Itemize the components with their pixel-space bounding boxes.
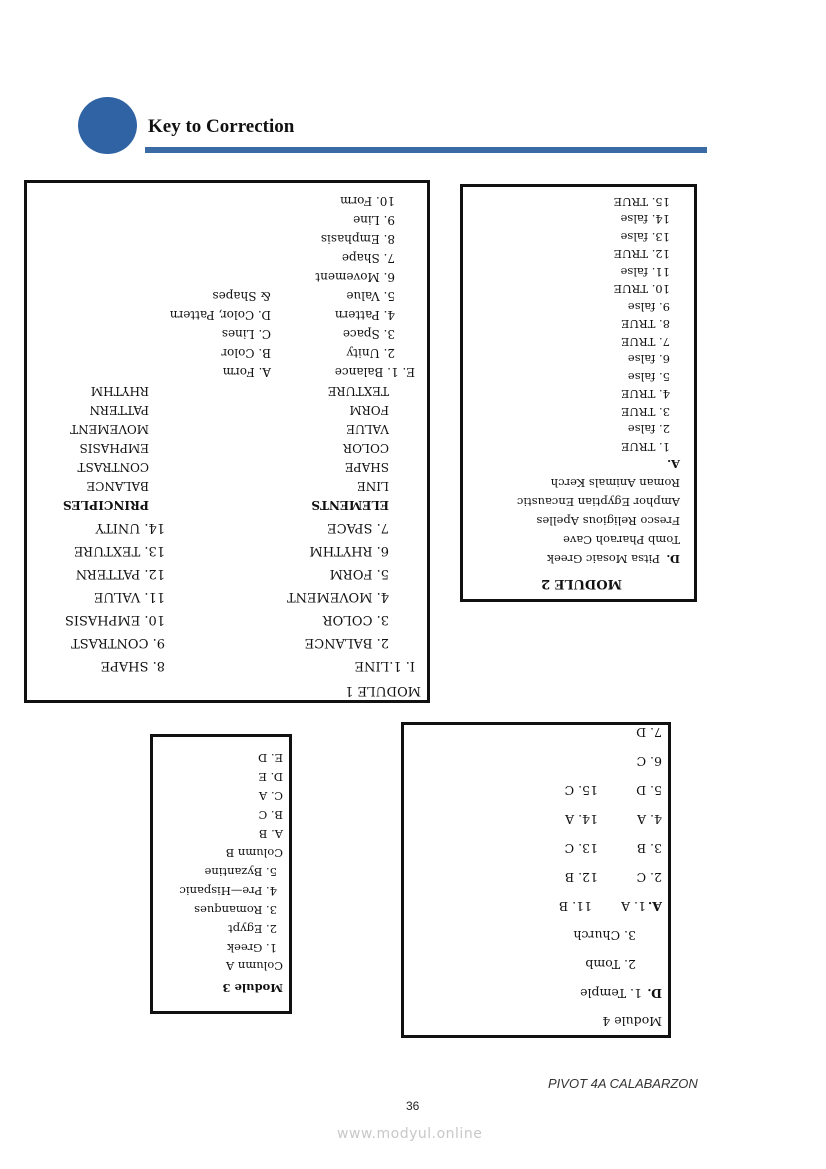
module-1-part-e-answer: A. Form: [222, 365, 271, 379]
module-1-part-e-answer: E. 1. Balance: [334, 365, 415, 379]
module-2-part-d-row: Fresco Religious Apelles: [536, 514, 680, 528]
module-4-part-d-item: 2. Tomb: [585, 957, 636, 972]
module-1-answer: 6. RHYTHM: [309, 543, 389, 558]
principle-item: CONTRAST: [77, 460, 149, 474]
module-2-answer: 9. false: [627, 300, 670, 314]
module-2-answer: 14. false: [620, 212, 670, 227]
module-2-answer: 5. false: [627, 370, 670, 384]
module-4-answer: 14. A: [565, 812, 598, 827]
page-title: Key to Correction: [148, 116, 295, 137]
principle-item: PATTERN: [89, 403, 149, 417]
element-item: FORM: [349, 403, 389, 417]
module-2-part-d-row: Tomb Pharaoh Cave: [563, 533, 680, 547]
module-1-answer: 14. UNITY: [95, 520, 165, 535]
element-item: VALUE: [346, 422, 389, 436]
module-3-column-b-item: E. D: [258, 751, 283, 765]
module-1-answer: 13. TEXTURE: [73, 543, 165, 558]
module-3-column-a-item: 5. Byzantine: [204, 865, 277, 879]
module-2-answer: 3. TRUE: [620, 405, 670, 419]
module-1-answer: 10. EMPHASIS: [64, 612, 165, 627]
column-b-label: Column B: [225, 846, 283, 860]
header-underline: [145, 147, 707, 153]
site-watermark: www.modyul.online: [337, 1126, 483, 1142]
module-2-answer: 4. TRUE: [620, 387, 670, 402]
page-number: 36: [406, 1099, 420, 1113]
module-4-answer: 11. B: [558, 899, 592, 914]
module-1-part-e-answer: C. Lines: [221, 327, 271, 341]
module-3-column-b-item: C. A: [258, 789, 283, 803]
module-1-title: MODULE 1: [345, 683, 421, 698]
column-a-label: Column A: [225, 959, 283, 973]
module-3-column-b-item: D. E: [258, 770, 283, 784]
module-3-title: Module 3: [222, 981, 283, 995]
module-4-answer: 6. C: [636, 754, 662, 769]
header-circle-badge: [78, 97, 137, 154]
module-2-answer: 6. false: [627, 352, 670, 367]
element-item: SHAPE: [344, 460, 389, 474]
module-3-column-b-item: B. C: [258, 808, 283, 822]
module-1-answer: 9. CONTRAST: [71, 635, 165, 650]
module-4-answer: 1. A: [621, 899, 646, 914]
module-3-column-b-item: A. B: [258, 827, 283, 841]
module-4-title: Module 4: [602, 1014, 662, 1029]
module-4-answer: 13. C: [564, 841, 598, 856]
module-4-answer: 2. C: [636, 870, 662, 885]
principle-item: MOVEMENT: [70, 422, 149, 436]
module-1-part-e-answer: 9. Line: [353, 213, 395, 227]
module-2-answer: 2. false: [627, 422, 670, 437]
module-2-part-d-row: Amphor Egyptian Encaustic: [516, 495, 680, 509]
module-1-part-e-answer: D. Color, Pattern: [169, 308, 271, 322]
principle-item: EMPHASIS: [79, 441, 149, 455]
module-1-answer: 4. MOVEMENT: [286, 589, 389, 604]
module-2-part-d-label: D.: [666, 552, 680, 566]
module-2-answer: 11. false: [620, 265, 670, 279]
module-4-answer: 4. A: [637, 812, 662, 827]
footer-region-label: PIVOT 4A CALABARZON: [548, 1076, 698, 1091]
module-1-answer: 11. VALUE: [93, 589, 165, 604]
principle-item: BALANCE: [86, 479, 149, 493]
module-1-part-e-answer: & Shapes: [212, 289, 271, 303]
module-3-column-a-item: 3. Romanques: [194, 903, 277, 917]
module-3-column-a-item: 1. Greek: [227, 941, 277, 955]
module-1-part-e-answer: B. Color: [221, 346, 271, 360]
module-2-answer: 12. TRUE: [613, 247, 670, 262]
module-2-part-d-row: Roman Animals Kerch: [550, 476, 680, 490]
module-4-part-a-label: A.: [647, 899, 662, 914]
module-4-answer: 7. D: [636, 725, 662, 740]
principle-item: RHYTHM: [90, 384, 149, 398]
module-2-answer: 7. TRUE: [620, 335, 670, 349]
module-3-answer-box: [150, 734, 292, 1014]
module-4-answer-box: [401, 722, 671, 1038]
module-2-answer: 13. false: [620, 230, 670, 244]
module-1-answer: 7. SPACE: [327, 520, 389, 535]
module-1-answer: 2. BALANCE: [304, 635, 389, 650]
module-4-part-d-label: D.: [647, 986, 662, 1001]
module-1-answer: 3. COLOR: [322, 612, 389, 627]
module-2-title: MODULE 2: [541, 576, 622, 591]
module-1-part-e-answer: 8. Emphasis: [320, 232, 395, 246]
module-4-part-d-item: 1. Temple: [580, 986, 642, 1001]
principles-header: PRINCIPLES: [62, 498, 149, 512]
element-item: TEXTURE: [327, 384, 389, 398]
module-1-part-e-answer: 6. Movement: [315, 270, 395, 284]
module-4-answer: 12. B: [564, 870, 598, 885]
module-1-answer: I. 1.LINE: [354, 658, 415, 673]
module-1-part-e-answer: 5. Value: [346, 289, 395, 303]
module-2-answer: 15. TRUE: [613, 195, 670, 209]
module-1-answer: 5. FORM: [329, 566, 389, 581]
elements-header: ELEMENTS: [311, 498, 389, 512]
module-1-part-e-answer: 4. Pattern: [334, 308, 395, 322]
module-1-part-e-answer: 2. Unity: [346, 346, 395, 360]
module-2-answer: 10. TRUE: [613, 282, 670, 297]
module-3-column-a-item: 2. Egypt: [228, 922, 277, 936]
module-2-answer: 1. TRUE: [620, 440, 670, 454]
module-4-part-d-item: 3. Church: [573, 928, 636, 943]
module-3-column-a-item: 4. Pre—Hispanic: [179, 884, 277, 898]
module-1-answer: 12. PATTERN: [75, 566, 165, 581]
element-item: LINE: [357, 479, 389, 493]
module-2-answer: 8. TRUE: [620, 317, 670, 332]
module-1-part-e-answer: 7. Shape: [341, 251, 395, 265]
module-2-answer-box: [460, 184, 697, 602]
module-1-answer: 8. SHAPE: [100, 658, 165, 673]
module-1-answer-box: [24, 180, 430, 703]
element-item: COLOR: [343, 441, 389, 455]
module-2-part-a-label: A.: [667, 457, 680, 471]
module-4-answer: 5. D: [636, 783, 662, 798]
module-2-part-d-row: Pitsa Mosaic Greek: [547, 552, 660, 566]
module-1-part-e-answer: 10. Form: [340, 194, 395, 208]
module-4-answer: 3. B: [636, 841, 662, 856]
module-1-part-e-answer: 3. Space: [342, 327, 395, 341]
module-4-answer: 15. C: [564, 783, 598, 798]
